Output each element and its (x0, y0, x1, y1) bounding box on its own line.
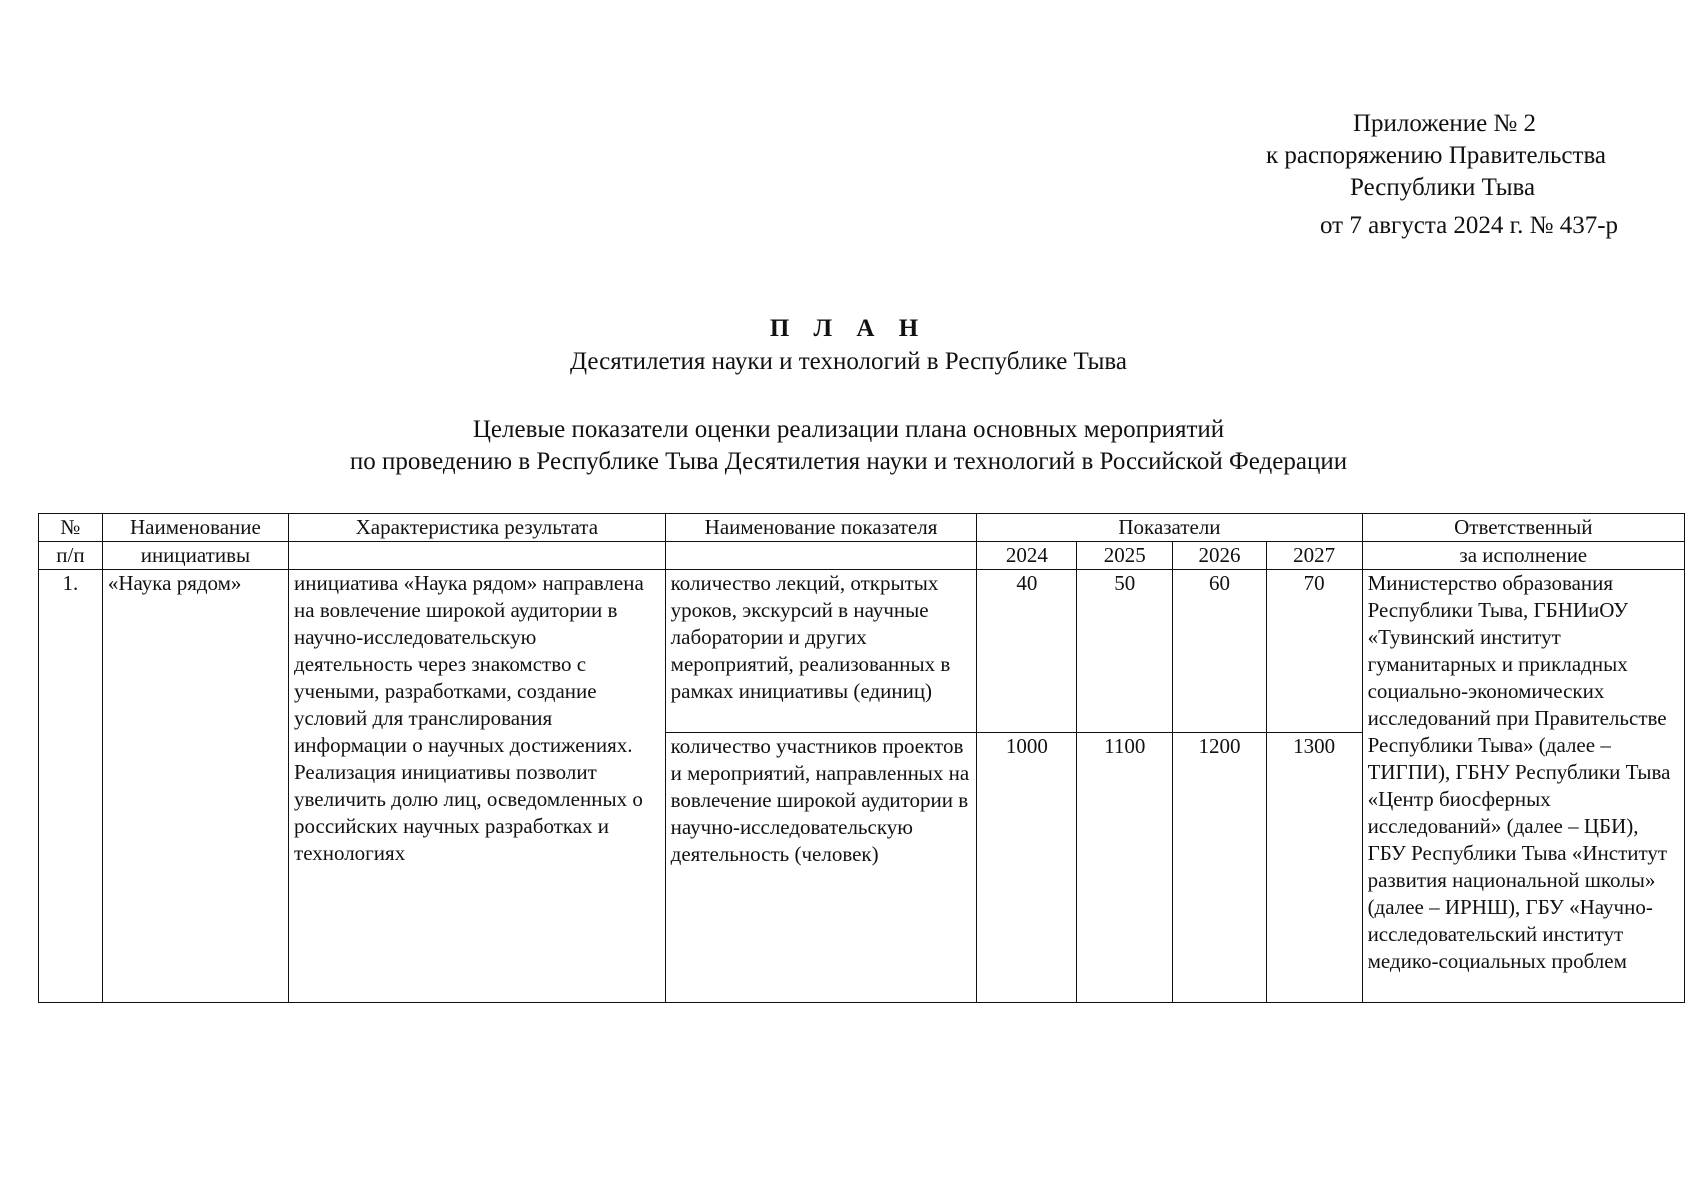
document-title (0, 312, 1697, 378)
header-initiative-bottom: инициативы (102, 542, 288, 570)
header-year-2027: 2027 (1266, 542, 1362, 570)
annex-region: Республики Тыва (1350, 174, 1536, 201)
annex-date-number: от 7 августа 2024 г. № 437-р (1320, 212, 1619, 239)
caption-line-2: по проведению в Республике Тыва Десятилетия науки и технологий в Российской Федерации (349, 448, 1348, 475)
row-characteristic: инициатива «Наука рядом» направлена на вовлечение широкой аудитории в научно-исследовательскую деятельность через знакомство с учеными, разработками, создание условий для транслирования информации о научных достижениях. Реализация инициативы позволит увеличить долю лиц, осведомленных о российских научных разработках и технологиях (289, 570, 666, 1003)
header-year-2026: 2026 (1173, 542, 1267, 570)
row-number: 1. (39, 570, 103, 1003)
header-indicators: Показатели (977, 514, 1362, 542)
table-caption (0, 414, 1697, 478)
header-row-bottom (39, 542, 1685, 570)
header-responsible: Ответственный (1362, 514, 1684, 542)
indicator-1-value-2024: 40 (977, 570, 1077, 733)
caption-line-1: Целевые показатели оценки реализации плана основных мероприятий (472, 416, 1225, 443)
indicator-2-name: количество участников проектов и мероприятий, направленных на вовлечение широкой аудитории в научно-исследовательскую деятельность (человек) (665, 733, 977, 1003)
indicator-1-value-2027: 70 (1266, 570, 1362, 733)
table-row (39, 570, 1685, 733)
indicator-1-value-2026: 60 (1173, 570, 1267, 733)
indicator-1-value-2025: 50 (1077, 570, 1173, 733)
indicator-2-value-2027: 1300 (1266, 733, 1362, 1003)
header-year-2025: 2025 (1077, 542, 1173, 570)
header-characteristic: Характеристика результата (289, 514, 666, 542)
indicator-2-value-2026: 1200 (1173, 733, 1267, 1003)
row-initiative: «Наука рядом» (102, 570, 288, 1003)
header-indicator-name: Наименование показателя (665, 514, 977, 542)
indicator-2-value-2025: 1100 (1077, 733, 1173, 1003)
header-num-bottom: п/п (39, 542, 103, 570)
header-indicator-name-bottom (665, 542, 977, 570)
annex-title: Приложение № 2 (1353, 110, 1537, 137)
header-year-2024: 2024 (977, 542, 1077, 570)
header-num: № (39, 514, 103, 542)
annex-reference: к распоряжению Правительства (1266, 142, 1607, 169)
header-responsible-bottom: за исполнение (1362, 542, 1684, 570)
header-characteristic-bottom (289, 542, 666, 570)
indicator-2-value-2024: 1000 (977, 733, 1077, 1003)
row-responsible: Министерство образования Республики Тыва, ГБНИиОУ «Тувинский институт гуманитарных и прикладных социально-экономических исследований при Правительстве Республики Тыва» (далее – ТИГПИ), ГБНУ Республики Тыва «Центр биосферных исследований» (далее – ЦБИ), ГБУ Республики Тыва «Институт развития национальной школы» (далее – ИРНШ), ГБУ «Научно-исследовательский институт медико-социальных проблем (1362, 570, 1684, 1003)
indicator-1-name: количество лекций, открытых уроков, экскурсий в научные лаборатории и других мероприятий, реализованных в рамках инициативы (единиц) (665, 570, 977, 733)
plan-heading: П Л А Н (769, 315, 928, 342)
plan-subheading: Десятилетия науки и технологий в Республике Тыва (570, 348, 1127, 375)
header-initiative: Наименование (102, 514, 288, 542)
header-row-top (39, 514, 1685, 542)
indicators-table (38, 513, 1685, 1003)
